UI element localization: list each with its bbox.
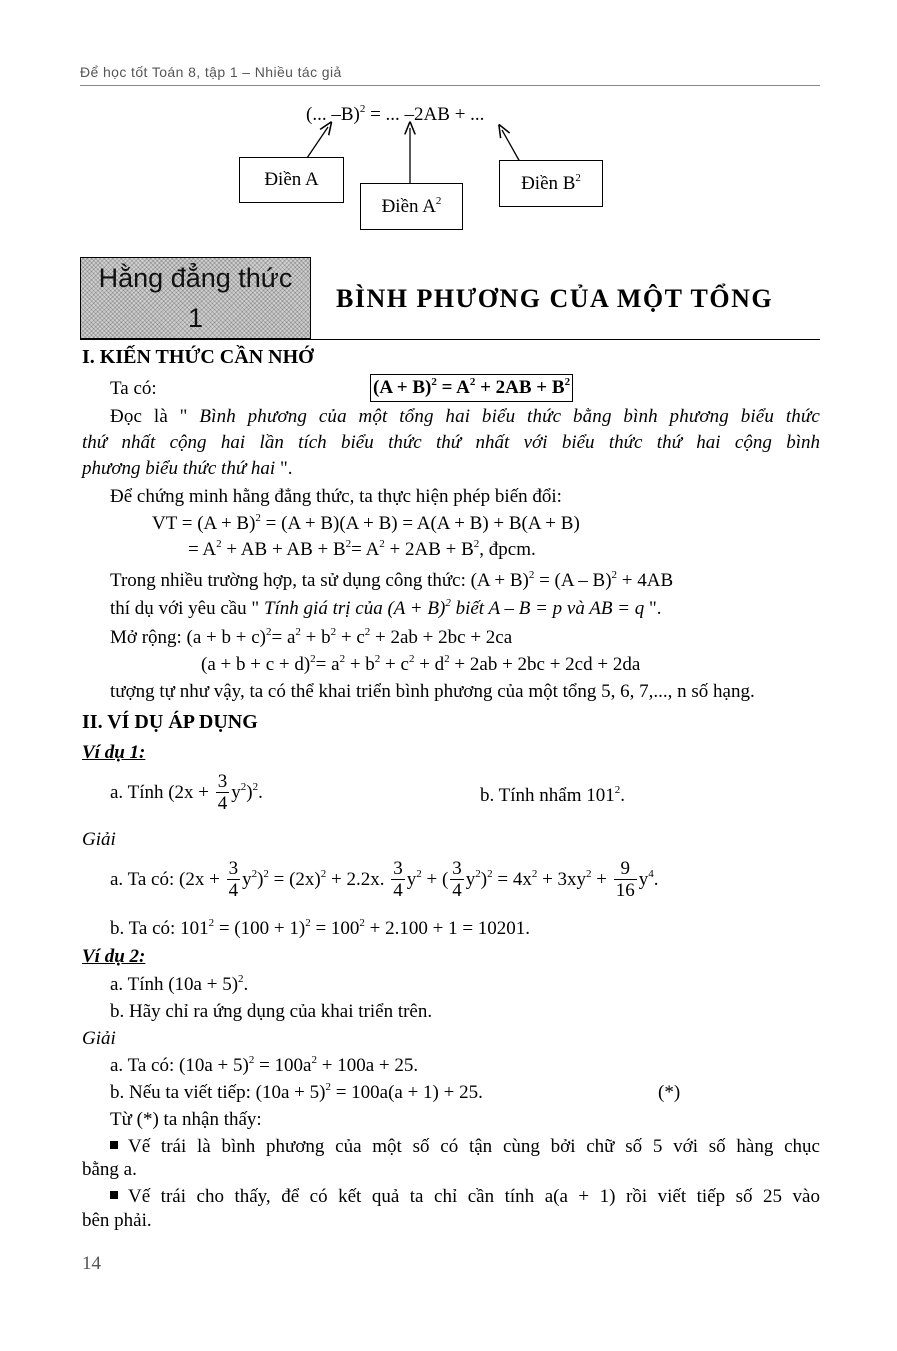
solution2-a: a. Ta có: $(10a + 5)^2 = 100a^2 + 100a + 25$.	[110, 1054, 419, 1076]
solution1-a: a. Ta có: (2x + $\frac{3}{4}$ $y^2)^2 = (2x)^2 + 2.2x$. $\frac{3}{4}$ $y^2$ + ( $\frac{3}{4}$ $y^2)^2 = 4x^2 + 3xy^2$ + $\frac{9}{16}$ $y^4$.	[110, 858, 659, 901]
key-formula: $(A + B)^2 = A^2 + 2AB + B^2$	[370, 374, 573, 402]
arrow-a	[307, 127, 328, 158]
running-header: Để học tốt Toán 8, tập 1 – Nhiều tác giả	[80, 64, 342, 80]
bullet2-line2: bên phải.	[82, 1210, 152, 1231]
ta-co-label: Ta có:	[110, 378, 157, 399]
solution2-b: b. Nếu ta viết tiếp: $(10a + 5)^2 = 100a(a + 1) + 25$.	[110, 1081, 483, 1103]
doc-la-line3: phương biểu thức thứ hai ".	[82, 458, 293, 479]
chapter-label-box	[80, 257, 311, 339]
proof-line2: = $A^2$ + AB + AB + $B^2= A^2 + 2AB + B^2$, đpcm.	[188, 538, 536, 560]
solution1-label: Giải	[82, 829, 116, 850]
extension-line2: $(a + b + c + d)^2= a^2 + b^2 + c^2 + d^2 + 2ab + 2bc + 2cd + 2da$	[201, 653, 641, 675]
box-dien-a: Điền A	[239, 157, 344, 203]
section1-heading: I. KIẾN THỨC CẦN NHỚ	[82, 346, 314, 368]
example2-label: Ví dụ 2:	[82, 946, 146, 967]
extension-line1: Mở rộng: $(a + b + c)^2= a^2 + b^2 + c^2 + 2ab + 2bc + 2ca$	[110, 626, 513, 648]
solution2-label: Giải	[82, 1028, 116, 1049]
chapter-title: BÌNH PHƯƠNG CỦA MỘT TỔNG	[336, 284, 774, 313]
from-star-text: Từ (*) ta nhận thấy:	[110, 1109, 262, 1130]
diagram-formula: (... –B)$^2$ = ... –2AB + ...	[306, 103, 485, 125]
doc-la-line2: thứ nhất cộng hai lần tích biểu thức thứ nhất với biểu thức thứ hai cộng bình	[82, 432, 820, 453]
usage-line1: Trong nhiều trường hợp, ta sử dụng công thức: $(A + B)^2 = (A - B)^2 + 4AB$	[110, 569, 674, 591]
solution1-b: b. Ta có: $101^2 = (100 + 1)^2 = 100^2 + 2.100 + 1 = 10201$.	[110, 917, 531, 939]
example2-b: b. Hãy chỉ ra ứng dụng của khai triển trên.	[110, 1001, 433, 1022]
proof-intro: Để chứng minh hằng đẳng thức, ta thực hiện phép biến đổi:	[110, 486, 562, 507]
example1-a: a. Tính (2x + $\frac{3}{4}$ $y^2)^2$.	[110, 771, 263, 814]
chapter-rule	[80, 339, 820, 340]
usage-line2: thí dụ với yêu cầu " Tính giá trị của $(A + B)^2$ biết A – B = p và AB = q ".	[110, 597, 662, 619]
extension-line3: tượng tự như vậy, ta có thể khai triển bình phương của một tổng 5, 6, 7,..., n số hạng.	[110, 681, 755, 702]
example2-a: a. Tính $(10a + 5)^2$.	[110, 973, 249, 995]
page-number: 14	[82, 1253, 101, 1274]
box-dien-a2: Điền $A^2$	[360, 183, 463, 230]
chapter-label-line1: Hằng đẳng thức	[98, 263, 293, 293]
fraction-3-4: $\frac{3}{4}$	[217, 771, 228, 814]
example1-b: b. Tính nhẩm $101^2$.	[480, 784, 626, 806]
doc-la-line1: Đọc là " Bình phương của một tổng hai biểu thức bằng bình phương biểu thức	[110, 406, 820, 427]
bullet-icon	[110, 1141, 118, 1149]
bullet2-line1: Vế trái cho thấy, để có kết quả ta chỉ cần tính a(a + 1) rồi viết tiếp số 25 vào	[110, 1185, 820, 1209]
chapter-label-line2: 1	[187, 303, 204, 333]
proof-line1: VT = $(A + B)^2 = (A + B)(A + B) = A(A + B) + B(A + B)$	[152, 512, 580, 534]
example1-label: Ví dụ 1:	[82, 742, 146, 763]
box-dien-b2: Điền $B^2$	[499, 160, 603, 207]
bullet1-line2: bằng a.	[82, 1159, 137, 1180]
equation-star-tag: (*)	[658, 1082, 681, 1103]
section2-heading: II. VÍ DỤ ÁP DỤNG	[82, 711, 258, 733]
bullet1-line1: Vế trái là bình phương của một số có tận cùng bởi chữ số 5 với số hàng chục	[110, 1135, 820, 1159]
bullet-icon	[110, 1191, 118, 1199]
arrow-b2	[502, 130, 520, 162]
